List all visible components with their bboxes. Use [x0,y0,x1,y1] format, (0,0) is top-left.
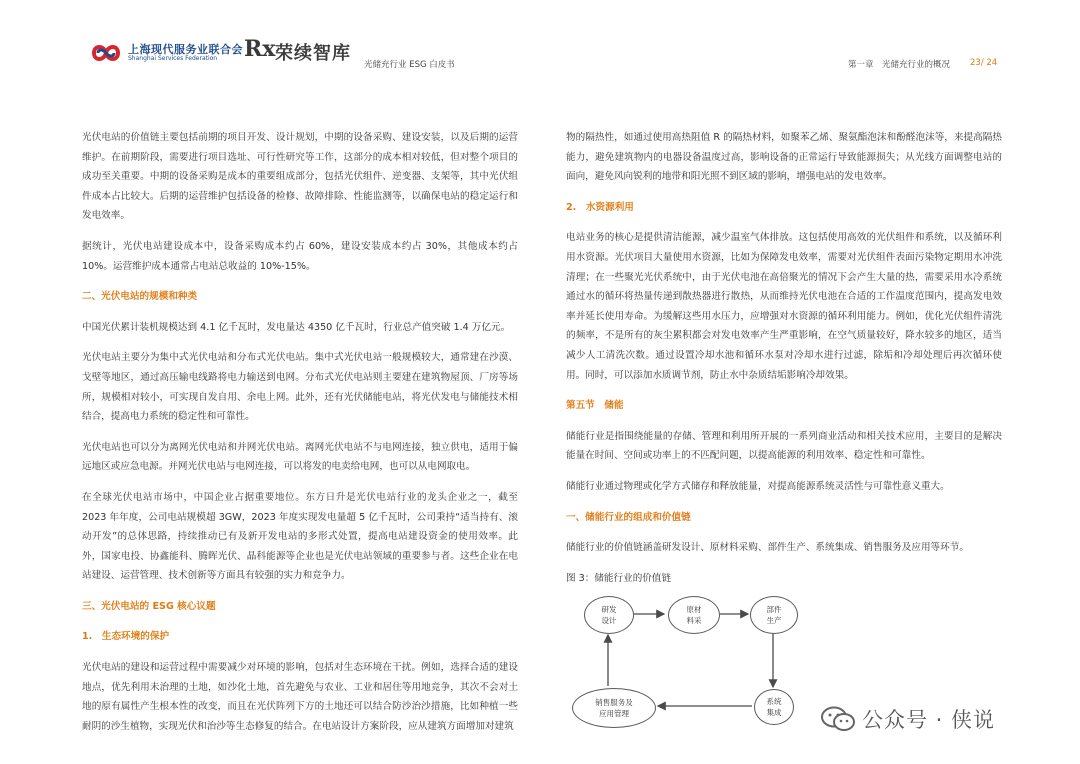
node-label: 系统 集成 [766,697,782,718]
wechat-icon [820,706,856,732]
rx-logo [244,36,364,64]
right-column [566,128,1002,744]
paragraph: 光伏电站主要分为集中式光伏电站和分布式光伏电站。集中式光伏电站一般规模较大，通常建在沙漠、戈壁等地区，通过高压输电线路将电力输送到电网。分布式光伏电站则主要建在建筑物屋顶、厂房等场所，规模相对较小，可实现自发自用、余电上网。此外，还有光伏储能电站，将光伏发电与储能技术相结合，提高电力系统的稳定性和可靠性。 [82,352,518,423]
watermark [820,704,1060,734]
rx-logo-text: 荣续智库 [275,43,351,64]
paragraph: 光伏电站的价值链主要包括前期的项目开发、设计规划，中期的设备采购、建设安装，以及后期的运营维护。在前期阶段，需要进行项目选址、可行性研究等工作，这部分的成本相对较低，但对整个项目的成功至关重要。中期的设备采购是成本的重要组成部分，包括光伏组件、逆变器、支架等，其中光伏组件成本占比较大。后期的运营维护包括设备的检修、故障排除、性能监测等，以确保电站的稳定运行和发电效率。 [82,132,518,222]
sfa-logo [88,40,243,66]
paragraph: 物的隔热性，如通过使用高热阻值 R 的隔热材料，如聚苯乙烯、聚氨酯泡沫和酚醛泡沫等，来提高隔热能力，避免建筑物内的电器设备温度过高，影响设备的正常运行导致能源损失；从光线方面调整电站的面向，避免风向锐利的地带和阳光照不到区域的影响，增强电站的发电效率。 [566,132,1002,183]
node-label: 研发 设计 [601,605,617,626]
paragraph: 中国光伏累计装机规模达到 4.1 亿千瓦时，发电量达 4350 亿千瓦时，行业总产值突破 1.4 万亿元。 [82,321,511,333]
node-sales-service [572,688,656,728]
watermark-text: 公众号 · 侠说 [862,708,996,732]
section-heading: 第五节 储能 [566,400,624,412]
sfa-logo-icon [88,40,124,66]
paragraph: 光伏电站也可以分为离网光伏电站和并网光伏电站。离网光伏电站不与电网连接，独立供电，适用于偏远地区或应急电源。并网光伏电站与电网连接，可以将发的电卖给电网，也可以从电网取电。 [82,441,518,473]
paragraph: 电站业务的核心是提供清洁能源，减少温室气体排放。这包括使用高效的光伏组件和系统，以及循环利用水资源。光伏项目大量使用水资源，比如为保障发电效率，需要对光伏组件表面污染物定期用水冲洗清理；在一些聚光光伏系统中，由于光伏电池在高倍聚光的情况下会产生大量的热，需要采用水冷系统通过水的循环将热量传递到散热器进行散热，从而维持光伏电池在合适的工作温度范围内，提高发电效率并延长使用寿命。为缓解这些用水压力，应增强对水资源的循环利用能力。例如，优化光伏组件清洗的频率，不是所有的灰尘累积都会对发电效率产生严重影响，在空气质量较好，降水较多的地区，适当减少人工清洗次数。通过设置冷却水池和循环水泵对冷却水进行过滤，除垢和冷却处理后再次循环使用。同时，可以添加水质调节剂，防止水中杂质结垢影响冷却效果。 [566,232,1002,381]
node-label: 部件 生产 [766,605,782,626]
section-heading: 三、光伏电站的 ESG 核心议题 [82,600,216,612]
sfa-logo-en: Shanghai Services Federation [128,55,218,62]
chapter-title: 第一章 光储充行业的概况 [848,60,951,70]
book-title: 光储充行业 ESG 白皮书 [364,60,455,70]
paragraph: 储能行业是指围绕能量的存储、管理和利用所开展的一系列商业活动和相关技术应用，主要目的是解决能量在时间、空间或功率上的不匹配问题，以提高能源的利用效率、稳定性和可靠性。 [566,430,1002,462]
paragraph: 光伏电站的建设和运营过程中需要减少对环境的影响，包括对生态环境在干扰。例如，选择合适的建设地点，优先利用未治理的土地，如沙化土地，首先避免与农业、工业和居住等用地竞争，其次不会对土地的原有属性产生根本性的改变，而且在光伏阵列下方的土地还可以结合防沙治沙措施，比如种植一些耐阴的沙生植物，实现光伏和治沙等生态修复的结合。在电站设计方案阶段，应从建筑方面增加对建筑 [82,662,518,732]
section-heading: 二、光伏电站的规模和种类 [82,291,198,303]
sfa-logo-cn: 上海现代服务业联合会 [128,43,243,56]
node-label: 销售服务及 应用管理 [595,698,633,719]
section-heading: 一、储能行业的组成和价值链 [566,511,691,523]
page-header [0,0,1080,80]
subsection-heading: 2. 水资源利用 [566,201,634,213]
paragraph: 储能行业通过物理或化学方式储存和释放能量，对提高能源系统灵活性与可靠性意义重大。 [566,480,950,492]
rx-logo-mark: Rx [244,36,276,62]
node-label: 原材 料采 [686,605,702,626]
paragraph: 在全球光伏电站市场中，中国企业占据重要地位。东方日升是光伏电站行业的龙头企业之一，截至 2023 年年度，公司电站规模超 3GW，2023 年度实现发电量超 5 亿千瓦时，公司秉持“适当持有、滚动开发”的总体思路，持续推动已有及新开发电站的多形式处置，提高电站建设资金的使用效率。此外，国家电投、协鑫能科、腾晖光伏、晶科能源等企业也是光伏电站领域的重要参与者。这些企业在电站建设、运营管理、技术创新等方面具有较强的实力和竞争力。 [82,491,518,582]
paragraph: 据统计，光伏电站建设成本中，设备采购成本约占 60%，建设安装成本约占 30%，其他成本约占 10%。运营维护成本通常占电站总收益的 10%-15%。 [82,240,518,272]
paragraph: 储能行业的价值链涵盖研发设计、原材料采购、部件生产、系统集成、销售服务及应用等环节。 [566,542,969,554]
value-chain-diagram [572,594,822,744]
left-column [82,128,518,747]
page-number: 23/ 24 [970,58,998,68]
figure-caption: 图 3：储能行业的价值链 [566,572,672,584]
subsection-heading: 1. 生态环境的保护 [82,631,170,643]
